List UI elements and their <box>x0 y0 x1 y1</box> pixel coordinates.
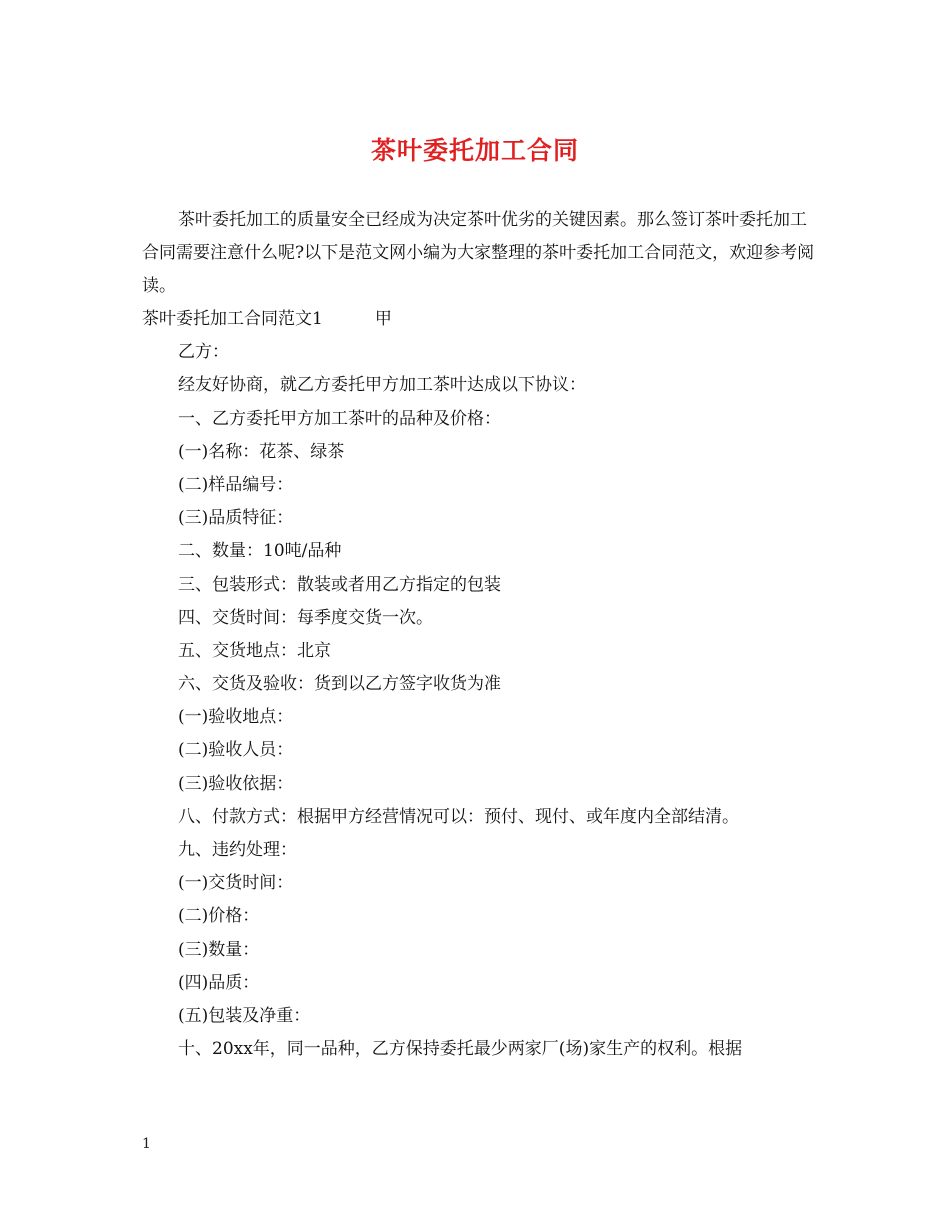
document-title: 茶叶委托加工合同 <box>370 136 579 165</box>
clause-line: 十、20xx年，同一品种，乙方保持委托最少两家厂(场)家生产的权利。根据 <box>178 1039 743 1060</box>
clause-line: (二)样品编号： <box>178 474 294 495</box>
clause-line: 四、交货时间：每季度交货一次。 <box>178 607 433 628</box>
sample-heading-line <box>142 303 822 336</box>
clause-line: (一)交货时间： <box>178 873 294 894</box>
clause-line: 九、违约处理： <box>178 840 297 860</box>
sample-heading: 茶叶委托加工合同范文1 <box>142 309 323 329</box>
page-number: 1 <box>142 1136 151 1152</box>
intro-paragraph: 茶叶委托加工的质量安全已经成为决定茶叶优劣的关键因素。那么签订茶叶委托加工合同需要注意什么呢?以下是范文网小编为大家整理的茶叶委托加工合同范文，欢迎参考阅读。 <box>142 210 815 296</box>
clause-line: (三)数量： <box>178 939 260 960</box>
clause-line: (二)验收人员： <box>178 740 294 761</box>
clause-line: (五)包装及净重： <box>178 1005 311 1026</box>
party-a-label: 甲 <box>374 309 392 329</box>
clause-line: 六、交货及验收：货到以乙方签字收货为准 <box>178 674 501 695</box>
clause-line: (三)验收依据： <box>178 773 294 794</box>
document-body <box>142 204 822 1066</box>
clause-line: 一、乙方委托甲方加工茶叶的品种及价格： <box>178 408 501 429</box>
clause-line: 二、数量：10吨/品种 <box>178 541 342 562</box>
clause-line: 经友好协商，就乙方委托甲方加工茶叶达成以下协议： <box>178 375 586 396</box>
clause-line: 乙方： <box>178 342 229 363</box>
clause-line: 八、付款方式：根据甲方经营情况可以：预付、现付、或年度内全部结清。 <box>178 806 739 827</box>
clause-line: (三)品质特征： <box>178 508 294 529</box>
clause-line: (二)价格： <box>178 906 260 927</box>
clause-line: 五、交货地点：北京 <box>178 640 331 661</box>
clause-line: (一)名称：花茶、绿茶 <box>178 441 345 462</box>
clause-line: (四)品质： <box>178 972 260 993</box>
clause-line: (一)验收地点： <box>178 707 294 728</box>
clause-line: 三、包装形式：散装或者用乙方指定的包装 <box>178 574 501 595</box>
